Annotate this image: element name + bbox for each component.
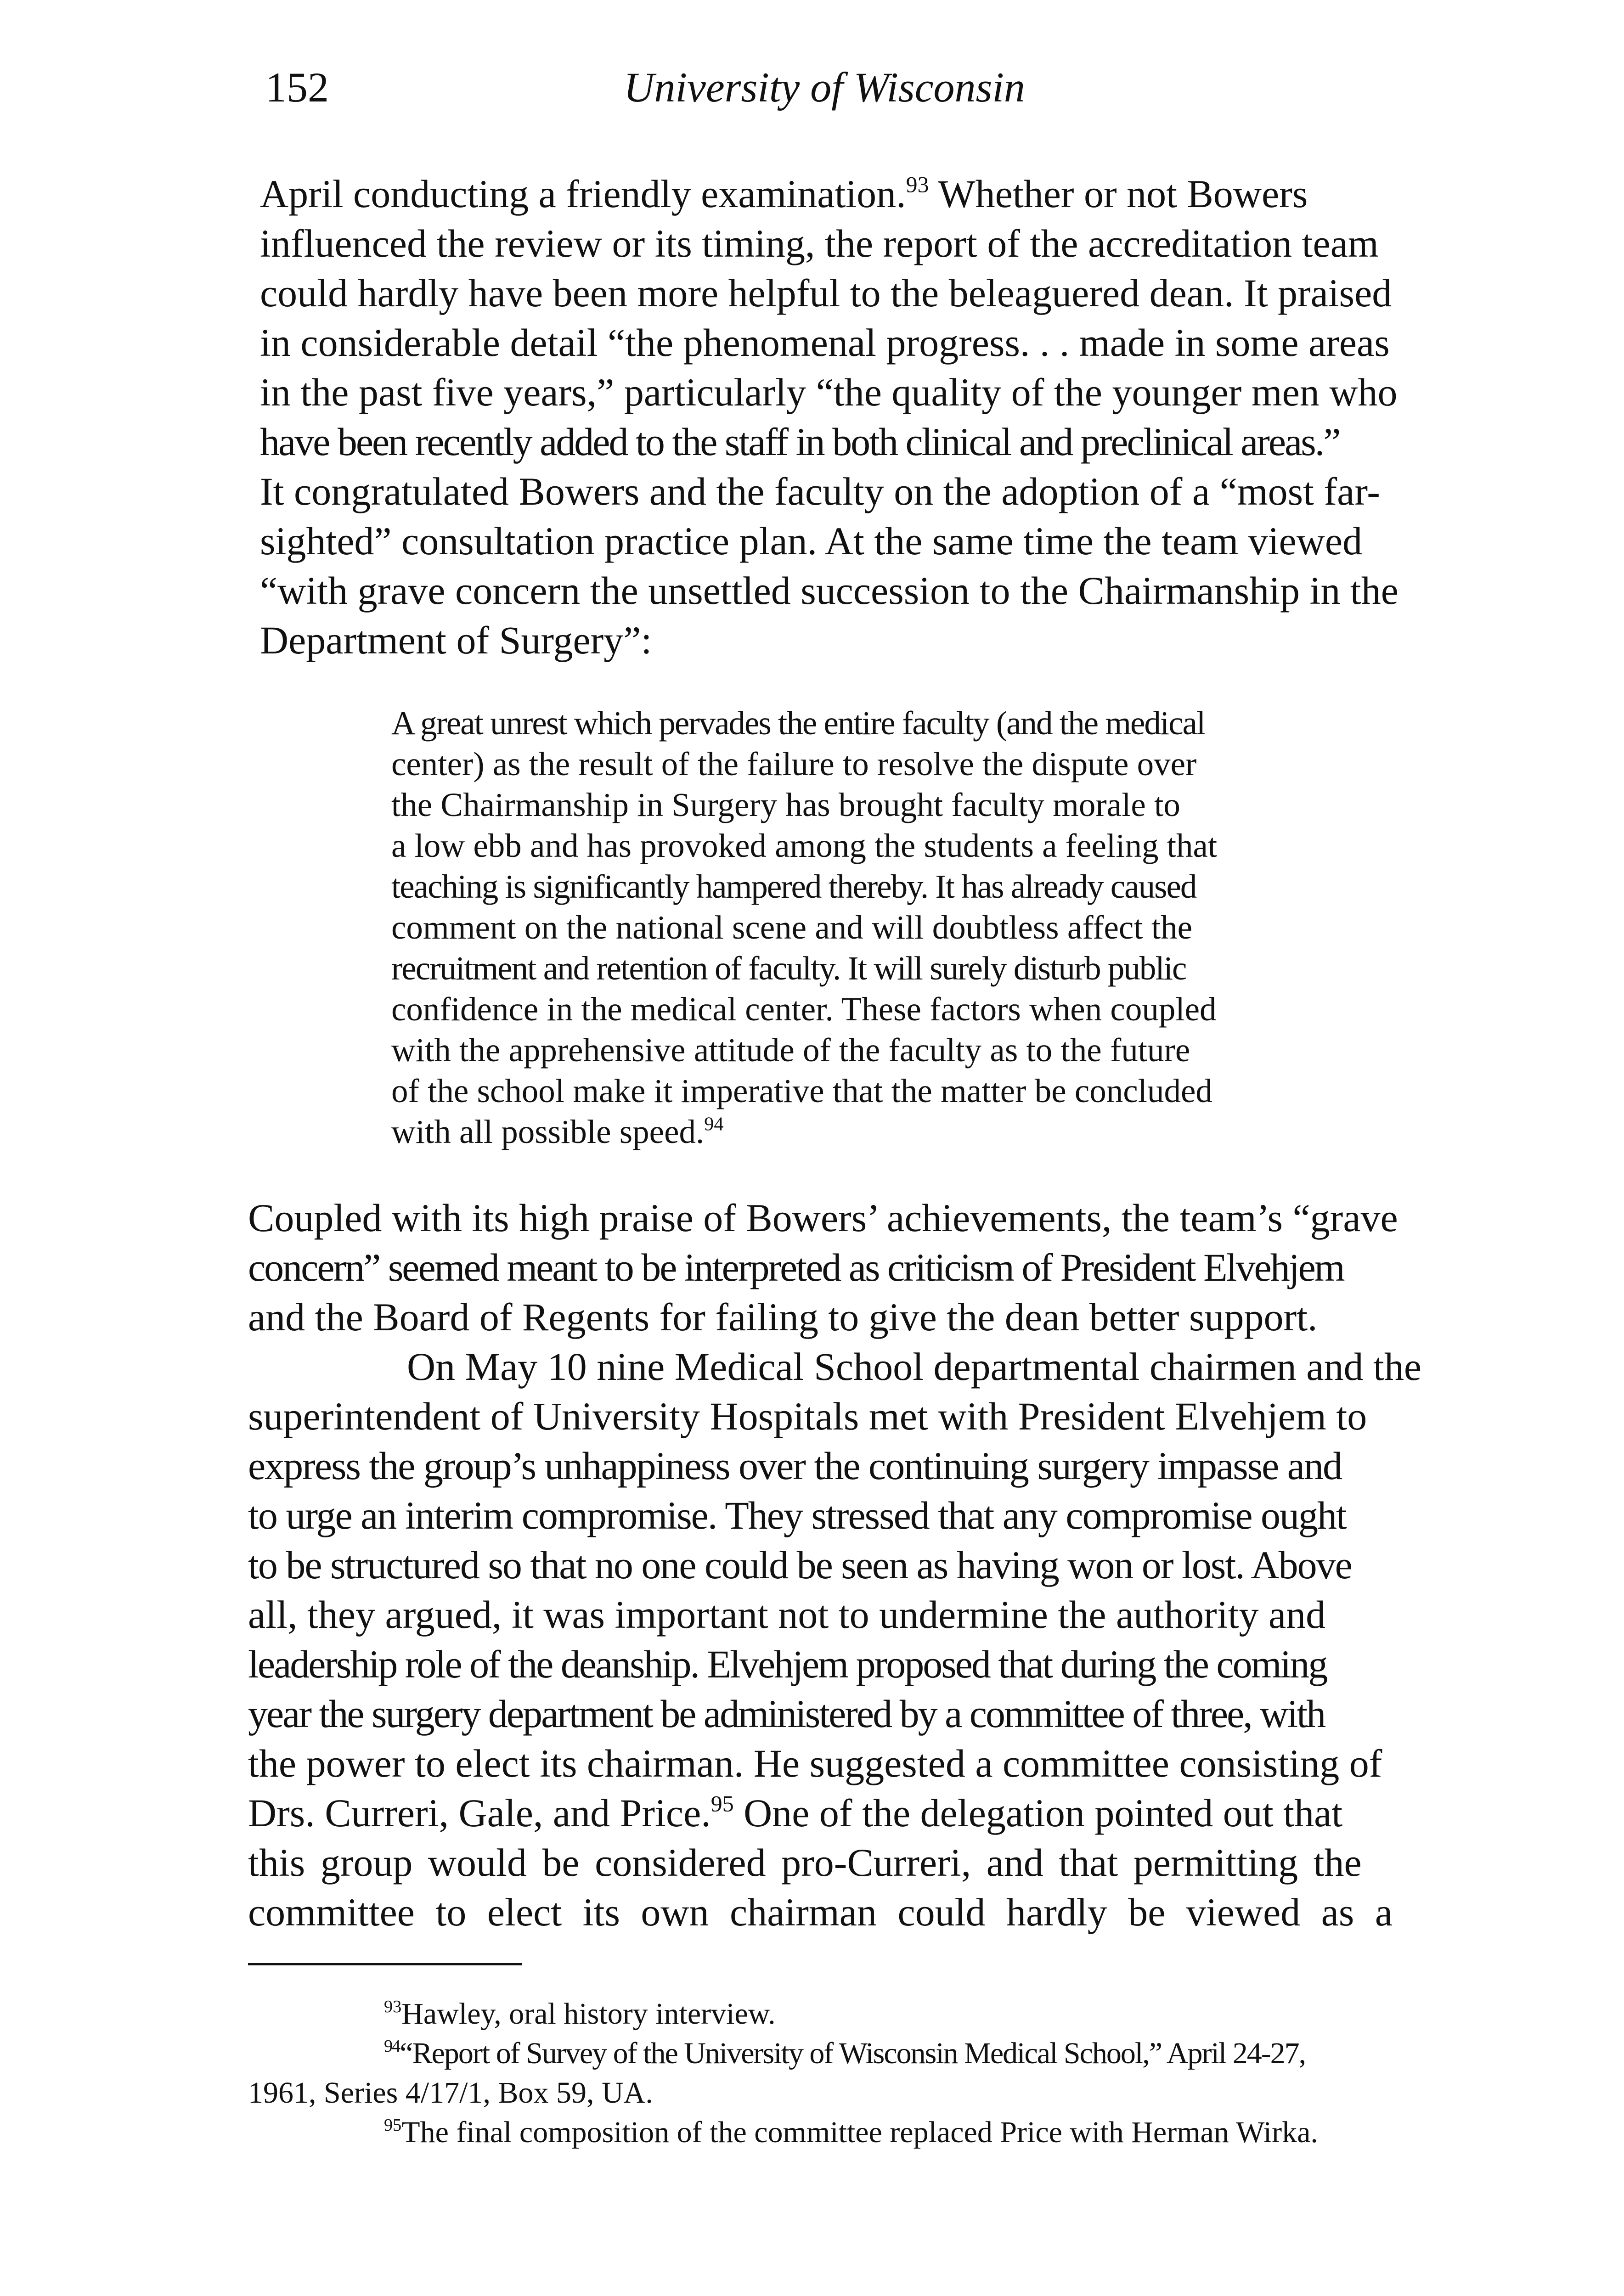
paragraph-3-line: express the group’s unhappiness over the continuing surgery impasse and	[248, 1444, 1342, 1488]
paragraph-3-line: the power to elect its chairman. He suggested a committee consisting of	[248, 1741, 1382, 1785]
block-quote-line: recruitment and retention of faculty. It will surely disturb public	[391, 950, 1186, 987]
block-quote-line: comment on the national scene and will doubtless affect the	[391, 909, 1193, 946]
footnote-94-continuation: 1961, Series 4/17/1, Box 59, UA.	[248, 2076, 653, 2110]
paragraph-3-line: this group would be considered pro-Curreri, and that permitting the	[248, 1840, 1362, 1885]
footnote-ref-95: 95	[710, 1791, 734, 1817]
block-quote-line: teaching is significantly hampered thereby. It has already caused	[391, 868, 1196, 905]
paragraph-2-line: Coupled with its high praise of Bowers’ achievements, the team’s “grave	[248, 1196, 1398, 1240]
paragraph-1-line: could hardly have been more helpful to the beleaguered dean. It praised	[260, 271, 1392, 315]
running-title: University of Wisconsin	[624, 64, 1025, 111]
paragraph-3-line: leadership role of the deanship. Elvehjem proposed that during the coming	[248, 1642, 1327, 1686]
paragraph-2-line: and the Board of Regents for failing to give the dean better support.	[248, 1295, 1318, 1339]
footnote-separator-rule	[248, 1963, 522, 1965]
footnote-94: $^{94}$“Report of Survey of the University of Wisconsin Medical School,” April 24-27,	[384, 2037, 1306, 2070]
paragraph-3-line: year the surgery department be administered by a committee of three, with	[248, 1692, 1325, 1736]
paragraph-3-line: On May 10 nine Medical School departmental chairmen and the	[407, 1345, 1422, 1389]
paragraph-1-line: sighted” consultation practice plan. At the same time the team viewed	[260, 519, 1363, 563]
paragraph-1-line: It congratulated Bowers and the faculty on the adoption of a “most far-	[260, 469, 1380, 513]
paragraph-3-line: to be structured so that no one could be seen as having won or lost. Above	[248, 1543, 1352, 1587]
block-quote-line: a low ebb and has provoked among the students a feeling that	[391, 827, 1218, 864]
paragraph-1-line: influenced the review or its timing, the report of the accreditation team	[260, 221, 1379, 265]
running-head	[265, 60, 1460, 115]
paragraph-1-line: in considerable detail “the phenomenal progress. . . made in some areas	[260, 321, 1390, 365]
footnote-ref-93: 93	[906, 172, 929, 197]
paragraph-3-line: to urge an interim compromise. They stressed that any compromise ought	[248, 1493, 1346, 1537]
paragraph-1-line: have been recently added to the staff in both clinical and preclinical areas.”	[260, 420, 1340, 464]
block-quote-line: of the school make it imperative that the matter be concluded	[391, 1072, 1212, 1109]
block-quote-line: center) as the result of the failure to resolve the dispute over	[391, 745, 1197, 782]
paragraph-2-line: concern” seemed meant to be interpreted as criticism of President Elvehjem	[248, 1245, 1344, 1289]
block-quote-line: the Chairmanship in Surgery has brought faculty morale to	[391, 786, 1180, 823]
paragraph-1-line: April conducting a friendly examination.$^{93}$ Whether or not Bowers	[260, 172, 1308, 216]
block-quote-line: confidence in the medical center. These factors when coupled	[391, 990, 1217, 1028]
footnote-ref-94: 94	[704, 1113, 724, 1135]
footnote-95: $^{95}$The final composition of the committee replaced Price with Herman Wirka.	[384, 2116, 1318, 2149]
paragraph-3-line: Drs. Curreri, Gale, and Price.$^{95}$ One of the delegation pointed out that	[248, 1791, 1343, 1835]
block-quote-line: with the apprehensive attitude of the faculty as to the future	[391, 1031, 1190, 1069]
footnote-93: $^{93}$Hawley, oral history interview.	[384, 1997, 776, 2031]
paragraph-1-line: in the past five years,” particularly “the quality of the younger men who	[260, 370, 1398, 414]
paragraph-3-line: all, they argued, it was important not to undermine the authority and	[248, 1593, 1326, 1637]
paragraph-1-line: Department of Surgery”:	[260, 618, 652, 662]
paragraph-3-line: committee to elect its own chairman could hardly be viewed as a	[248, 1890, 1393, 1934]
paragraph-1-line: “with grave concern the unsettled succession to the Chairmanship in the	[260, 568, 1398, 613]
block-quote-line: A great unrest which pervades the entire faculty (and the medical	[391, 704, 1205, 742]
paragraph-3-line: superintendent of University Hospitals met with President Elvehjem to	[248, 1394, 1367, 1438]
block-quote-line: with all possible speed.$^{94}$	[391, 1113, 724, 1150]
page-number: 152	[265, 64, 329, 111]
